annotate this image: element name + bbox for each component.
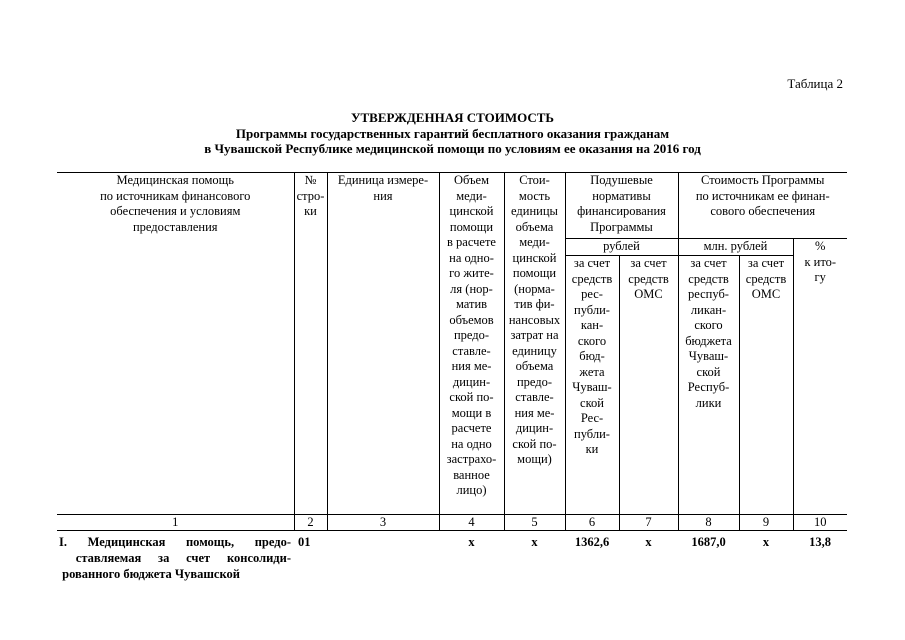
header-per-capita-budget: за счет средств рес- публи- кан- ского бюд- жета Чуваш- ской Рес- публи- ки	[565, 256, 619, 515]
cost-table	[57, 172, 847, 582]
row-per-capita-oms: x	[645, 535, 652, 549]
header-unit-rubles: рублей	[565, 239, 678, 256]
header-line-number: № стро- ки	[294, 173, 327, 515]
header-cost-budget: за счет средств респуб- ликан- ского бюджета Чуваш- ской Респуб- лики	[678, 256, 739, 515]
row-per-capita-budget: 1362,6	[574, 535, 610, 549]
header-program-cost: Стоимость Программы по источникам ее финан- сового обеспечения	[678, 173, 847, 239]
column-number: 5	[504, 515, 565, 531]
row-cost-oms: x	[762, 535, 770, 549]
column-number: 9	[739, 515, 793, 531]
column-number: 2	[294, 515, 327, 531]
title-line-1: УТВЕРЖДЕННАЯ СТОИМОСТЬ	[350, 110, 555, 125]
header-unit-mln-rubles: млн. рублей	[678, 239, 793, 256]
document-title	[0, 110, 905, 157]
column-number: 7	[619, 515, 678, 531]
column-number: 1	[57, 515, 294, 531]
header-volume: Объем меди- цинской помощи в расчете на одно- го жите- ля (нор- матив объемов предо- ставле- ния ме- дицин- ской по- мощи в расчете на одно застрахо- ванное лицо)	[439, 173, 504, 515]
column-number: 8	[678, 515, 739, 531]
row-line-number: 01	[298, 535, 311, 549]
header-medical-care: Медицинская помощь по источникам финансового обеспечения и условиям предоставления	[57, 173, 294, 515]
header-per-capita-norms: Подушевые нормативы финансирования Программы	[565, 173, 678, 239]
row-name: I. Медицинская помощь, предо- ставляемая за счет консолиди- рованного бюджета Чувашской	[59, 535, 291, 581]
table-row	[57, 531, 847, 583]
table-number-label: Таблица 2	[787, 76, 843, 91]
column-number: 10	[793, 515, 847, 531]
header-unit-cost: Стои- мость единицы объема меди- цинской помощи (норма- тив фи- нансовых затрат на единицу объема предо- ставле- ния ме- дицин- ской по- мощи)	[504, 173, 565, 515]
header-per-capita-oms: за счет средств ОМС	[619, 256, 678, 515]
title-line-2: Программы государственных гарантий бесплатного оказания гражданам	[235, 125, 670, 141]
row-unit	[327, 531, 439, 583]
column-number: 6	[565, 515, 619, 531]
row-percent-total: 13,8	[809, 535, 831, 549]
column-number: 3	[327, 515, 439, 531]
header-cost-oms: за счет средств ОМС	[739, 256, 793, 515]
header-unit: Единица измере- ния	[327, 173, 439, 515]
row-cost-budget: 1687,0	[691, 535, 726, 549]
header-percent-total: % к ито- гу	[793, 239, 847, 515]
row-unit-cost: x	[531, 535, 538, 549]
row-volume: x	[468, 535, 475, 549]
column-number: 4	[439, 515, 504, 531]
title-line-3: в Чувашской Республике медицинской помощи по условиям ее оказания на 2016 год	[204, 141, 701, 156]
